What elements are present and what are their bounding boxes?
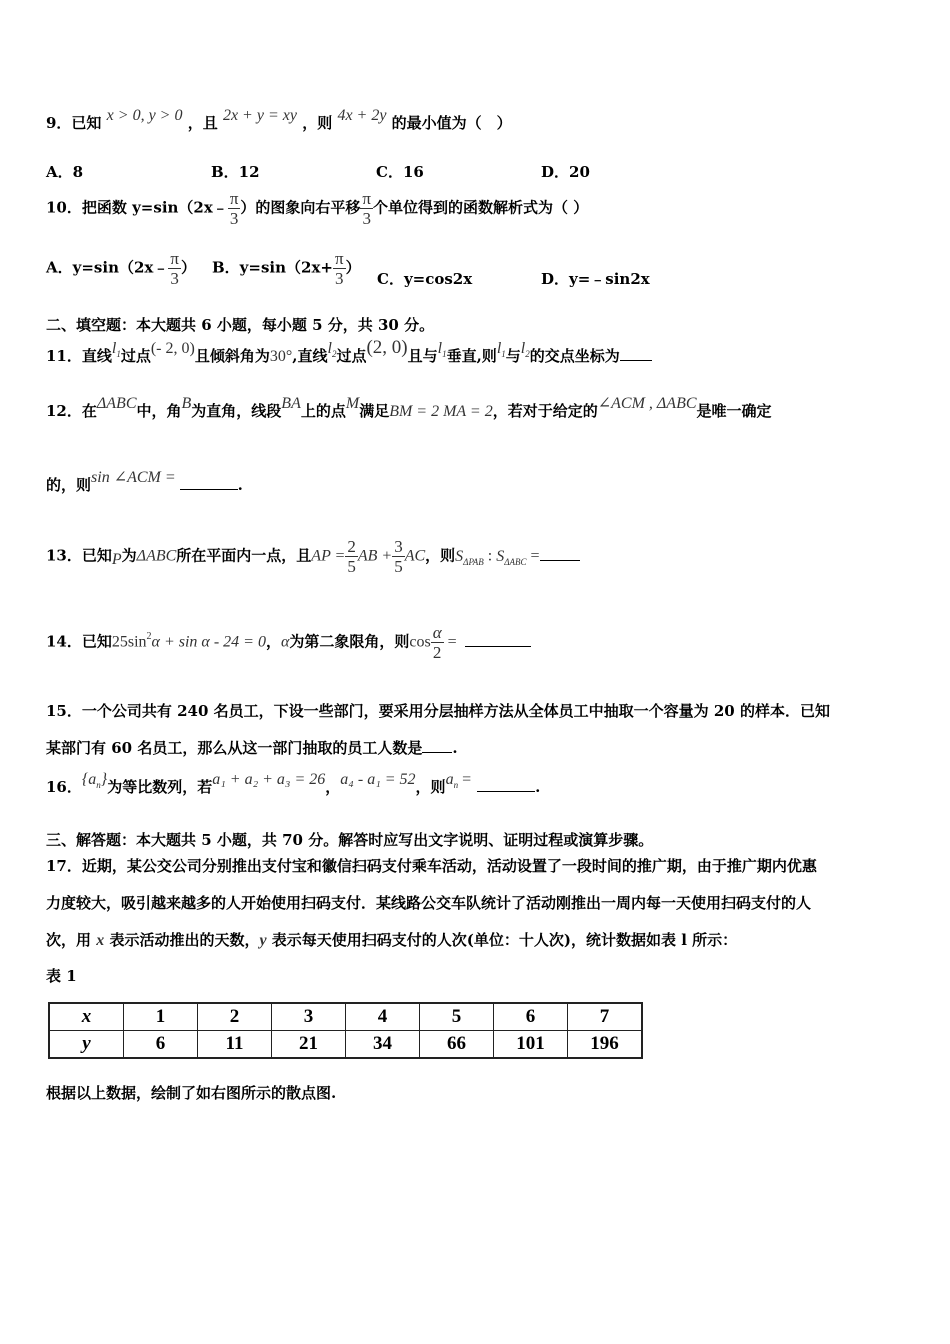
q11-line-l2 [327, 340, 337, 360]
subscript: 1 [442, 349, 447, 360]
denominator: 3 [362, 209, 371, 228]
subscript: ΔPAB [463, 556, 484, 567]
table-cell: 4 [346, 1003, 420, 1031]
q14-equals: = [443, 633, 457, 651]
pi-symbol: π [229, 189, 239, 208]
q9-condition: x > 0, y > 0 [106, 107, 183, 124]
q12-angle-b: B [181, 395, 192, 412]
q14-half-alpha [431, 624, 444, 661]
q12-point: M [345, 395, 360, 412]
q12-text-c: 为直角，线段 [191, 402, 282, 420]
q12-answer-blank[interactable] [180, 489, 238, 490]
q13-triangle: ΔABC [136, 547, 177, 565]
q13-text-d: ，则 [425, 546, 456, 565]
q12-text-e: 满足 [359, 402, 390, 420]
q15-line-1: 15．一个公司共有 240 名员工，下设一些部门，要采用分层抽样方法从全体员工中抽取一个容量为 20 的样本．已知 [46, 702, 830, 720]
table-cell: 5 [420, 1003, 494, 1031]
s-symbol: S [455, 547, 464, 565]
q17-line-3b: 表示活动推出的天数， [104, 931, 260, 949]
q9-option-b[interactable]: B．12 [211, 163, 260, 181]
q15-end: . [452, 739, 458, 757]
q12-end: . [237, 476, 243, 494]
q11-line-l1-ref [437, 340, 447, 360]
q14-text-c: 为第二象限角，则 [289, 632, 410, 651]
q11-line-l1 [111, 340, 121, 360]
q13-colon: : [483, 547, 497, 565]
subscript: n [453, 780, 459, 791]
q11-text-a: 11．直线 [46, 347, 112, 365]
q12-text-d: 上的点 [300, 402, 346, 420]
q16-equals: = [458, 771, 472, 788]
table-row-x [49, 1003, 642, 1031]
q12-text-h: 的，则 [46, 476, 92, 494]
q10-option-d[interactable]: D．y=﹣sin2x [541, 270, 650, 288]
q12-text-g: 是唯一确定 [696, 402, 772, 420]
numerator: 3 [394, 537, 403, 556]
q9-option-d[interactable]: D．20 [541, 163, 590, 181]
q14-eq-a: 25sin [111, 633, 147, 651]
table-cell: 6 [494, 1003, 568, 1031]
q17-line-1: 17．近期，某公交公司分别推出支付宝和徽信扫码支付乘车活动，活动设置了一段时间的推广期，由于推广期内优惠 [46, 857, 817, 875]
q12-stem [46, 395, 772, 421]
table-cell: 34 [346, 1031, 420, 1059]
q17-var-x: x [96, 932, 105, 949]
q12-text-b: 中，角 [136, 402, 182, 420]
q13-equals: = [526, 547, 540, 565]
q9-expression: 4x + 2y [337, 107, 387, 124]
table-cell: 66 [420, 1031, 494, 1059]
l-symbol: l [437, 340, 443, 357]
q13-text-a: 13．已知 [46, 546, 112, 565]
q14-cos: cos [409, 633, 431, 651]
q16-number: 16． [46, 778, 82, 796]
q13-area-abc [496, 548, 526, 565]
q12-stem-cont [46, 469, 243, 495]
q14-square: 2 [146, 630, 152, 642]
q16-text-c: ，则 [415, 778, 446, 796]
q12-text-f: ，若对于给定的 [492, 402, 598, 420]
pi-symbol: π [170, 249, 179, 268]
q17-line-2: 力度较大，吸引越来越多的人开始使用扫码支付．某线路公交车队统计了活动刚推出一周内每一天使用扫码支付的人 [46, 894, 812, 912]
q13-point-p: P [111, 550, 122, 568]
seq-open: {a [81, 771, 97, 788]
subscript: 1 [501, 349, 506, 360]
table-cell: 6 [124, 1031, 198, 1059]
l-symbol: l [520, 340, 526, 357]
denominator: 2 [432, 643, 442, 662]
q10-option-b-post: ） [345, 258, 361, 277]
q13-answer-blank[interactable] [540, 560, 580, 561]
denominator: 5 [394, 557, 403, 576]
q11-text-h: 与 [505, 347, 521, 365]
q16-condition-1: a₁ + a₂ + a₃ = 26 [212, 771, 326, 788]
q11-text-i: 的交点坐标为 [529, 347, 620, 365]
table-cell: 21 [272, 1031, 346, 1059]
q9-option-c[interactable]: C．16 [376, 163, 424, 181]
q11-text-d: ,直线 [292, 347, 328, 365]
section-3-heading: 三、解答题：本大题共 5 小题，共 70 分。解答时应写出文字说明、证明过程或演算步骤。 [46, 831, 654, 849]
denominator: 3 [335, 269, 344, 288]
l-symbol: l [496, 340, 502, 357]
q12-text-a: 12．在 [46, 402, 97, 420]
table-cell: 11 [198, 1031, 272, 1059]
q12-segment: BA [281, 395, 301, 412]
seq-close: } [100, 771, 108, 788]
q9-then: ，则 [302, 114, 333, 132]
table-cell: 1 [124, 1003, 198, 1031]
q14-stem [46, 624, 531, 661]
q9-question: 的最小值为（ ） [391, 114, 512, 132]
q11-text-e: 过点 [336, 347, 367, 365]
table-cell: 196 [568, 1031, 643, 1059]
table-cell: 101 [494, 1031, 568, 1059]
pi-symbol: π [334, 249, 344, 268]
q10-option-a[interactable] [46, 250, 196, 287]
table-row-y [49, 1031, 642, 1059]
q10-pi-over-3 [228, 190, 241, 227]
q9-equation: 2x + y = xy [222, 107, 297, 124]
q16-answer-blank[interactable] [477, 791, 535, 792]
q10-shift-fraction [360, 190, 373, 227]
q14-answer-blank[interactable] [465, 646, 531, 647]
q16-condition-2: a₄ - a₁ = 52 [340, 771, 416, 788]
numerator: 2 [347, 537, 356, 556]
q11-point-2: (2, 0) [366, 337, 408, 358]
q13-area-pab [455, 548, 484, 565]
denominator: 5 [347, 557, 356, 576]
q11-text-g: 垂直,则 [446, 347, 497, 365]
numerator: α [432, 623, 442, 642]
table-label: 表 1 [46, 967, 77, 985]
q17-var-y: y [259, 932, 267, 949]
subscript: ΔABC [504, 556, 527, 567]
q10-option-a-post: ） [180, 258, 196, 277]
pi-symbol: π [362, 189, 372, 208]
q13-ac: AC [404, 547, 426, 565]
q10-option-b-pre: B．y=sin（2x+ [212, 258, 333, 277]
s-symbol: S [496, 547, 505, 565]
q12-given: ∠ACM , ΔABC [597, 395, 697, 412]
q16-end: . [535, 778, 541, 796]
q17-line-3a: 次，用 [46, 931, 97, 949]
q13-ab: AB + [357, 547, 393, 565]
q13-text-c: 所在平面内一点，且 [176, 546, 312, 565]
q16-sep: ， [325, 778, 341, 796]
q13-fraction-2-5 [345, 538, 358, 575]
q9-option-a[interactable]: A．8 [46, 163, 84, 181]
q11-answer-blank[interactable] [620, 360, 652, 361]
subscript: 2 [331, 349, 337, 360]
q12-ask: sin ∠ACM = [91, 469, 176, 486]
q10-option-b[interactable] [212, 250, 361, 287]
q10-option-a-fraction [168, 250, 181, 287]
q10-option-c[interactable]: C．y=cos2x [377, 270, 473, 288]
q12-triangle: ΔABC [96, 395, 137, 412]
q17-line-3c: 表示每天使用扫码支付的人次(单位：十人次)，统计数据如表 l 所示： [266, 931, 738, 949]
q9-number: 9．已知 [46, 114, 102, 132]
l-symbol: l [111, 340, 117, 357]
q11-text-b: 过点 [120, 347, 151, 365]
data-table [48, 1002, 643, 1059]
subscript: 1 [116, 349, 121, 360]
table-cell: 2 [198, 1003, 272, 1031]
q11-line-l2-ref [520, 340, 530, 360]
table-header-x: x [49, 1003, 124, 1031]
q14-text-b: ， [265, 632, 281, 651]
q11-point-1: (- 2, 0) [150, 340, 195, 357]
q10-stem [46, 190, 588, 227]
q10-text-a: 10．把函数 y=sin（2x﹣ [46, 198, 228, 217]
l-symbol: l [327, 340, 332, 357]
q17-line-3 [46, 929, 737, 950]
q16-sequence [81, 771, 108, 791]
q11-text-f: 且与 [407, 347, 438, 365]
q10-text-b: ）的图象向右平移 [240, 198, 361, 217]
q13-stem [46, 538, 580, 575]
subscript: n [96, 780, 101, 791]
q11-text-c: 且倾斜角为 [194, 347, 270, 365]
q16-stem [46, 771, 541, 798]
q12-condition: BM = 2 MA = 2 [389, 403, 493, 420]
q13-text-b: 为 [121, 546, 137, 565]
q13-fraction-3-5 [392, 538, 405, 575]
q16-an [445, 771, 459, 791]
denominator: 3 [170, 269, 179, 288]
q15-line-2 [46, 737, 458, 758]
q10-option-a-pre: A．y=sin（2x﹣ [46, 258, 169, 277]
q17-after-table: 根据以上数据，绘制了如右图所示的散点图. [46, 1084, 337, 1102]
q9-connector: ，且 [187, 114, 218, 132]
section-2-heading: 二、填空题：本大题共 6 小题，每小题 5 分，共 30 分。 [46, 316, 435, 334]
q11-line-l1-ref2 [496, 340, 506, 360]
a-symbol: a [445, 771, 454, 788]
subscript: 2 [525, 349, 530, 360]
q16-text-b: 为等比数列，若 [107, 778, 213, 796]
q14-text-a: 14．已知 [46, 632, 112, 651]
q10-text-c: 个单位得到的函数解析式为（ ） [373, 198, 589, 217]
q11-stem [46, 337, 652, 367]
q9-stem [46, 107, 512, 133]
q10-option-b-fraction [333, 250, 346, 287]
denominator: 3 [229, 209, 239, 228]
q15-answer-blank[interactable] [422, 752, 452, 753]
table-cell: 7 [568, 1003, 643, 1031]
q15-text: 某部门有 60 名员工，那么从这一部门抽取的员工人数是 [46, 739, 423, 757]
table-cell: 3 [272, 1003, 346, 1031]
q14-alpha: α [280, 633, 290, 651]
table-header-y: y [49, 1031, 124, 1059]
q14-eq-b: α + sin α - 24 = 0 [151, 633, 266, 651]
q13-ap: AP = [311, 547, 346, 565]
q11-angle: 30° [269, 348, 293, 365]
